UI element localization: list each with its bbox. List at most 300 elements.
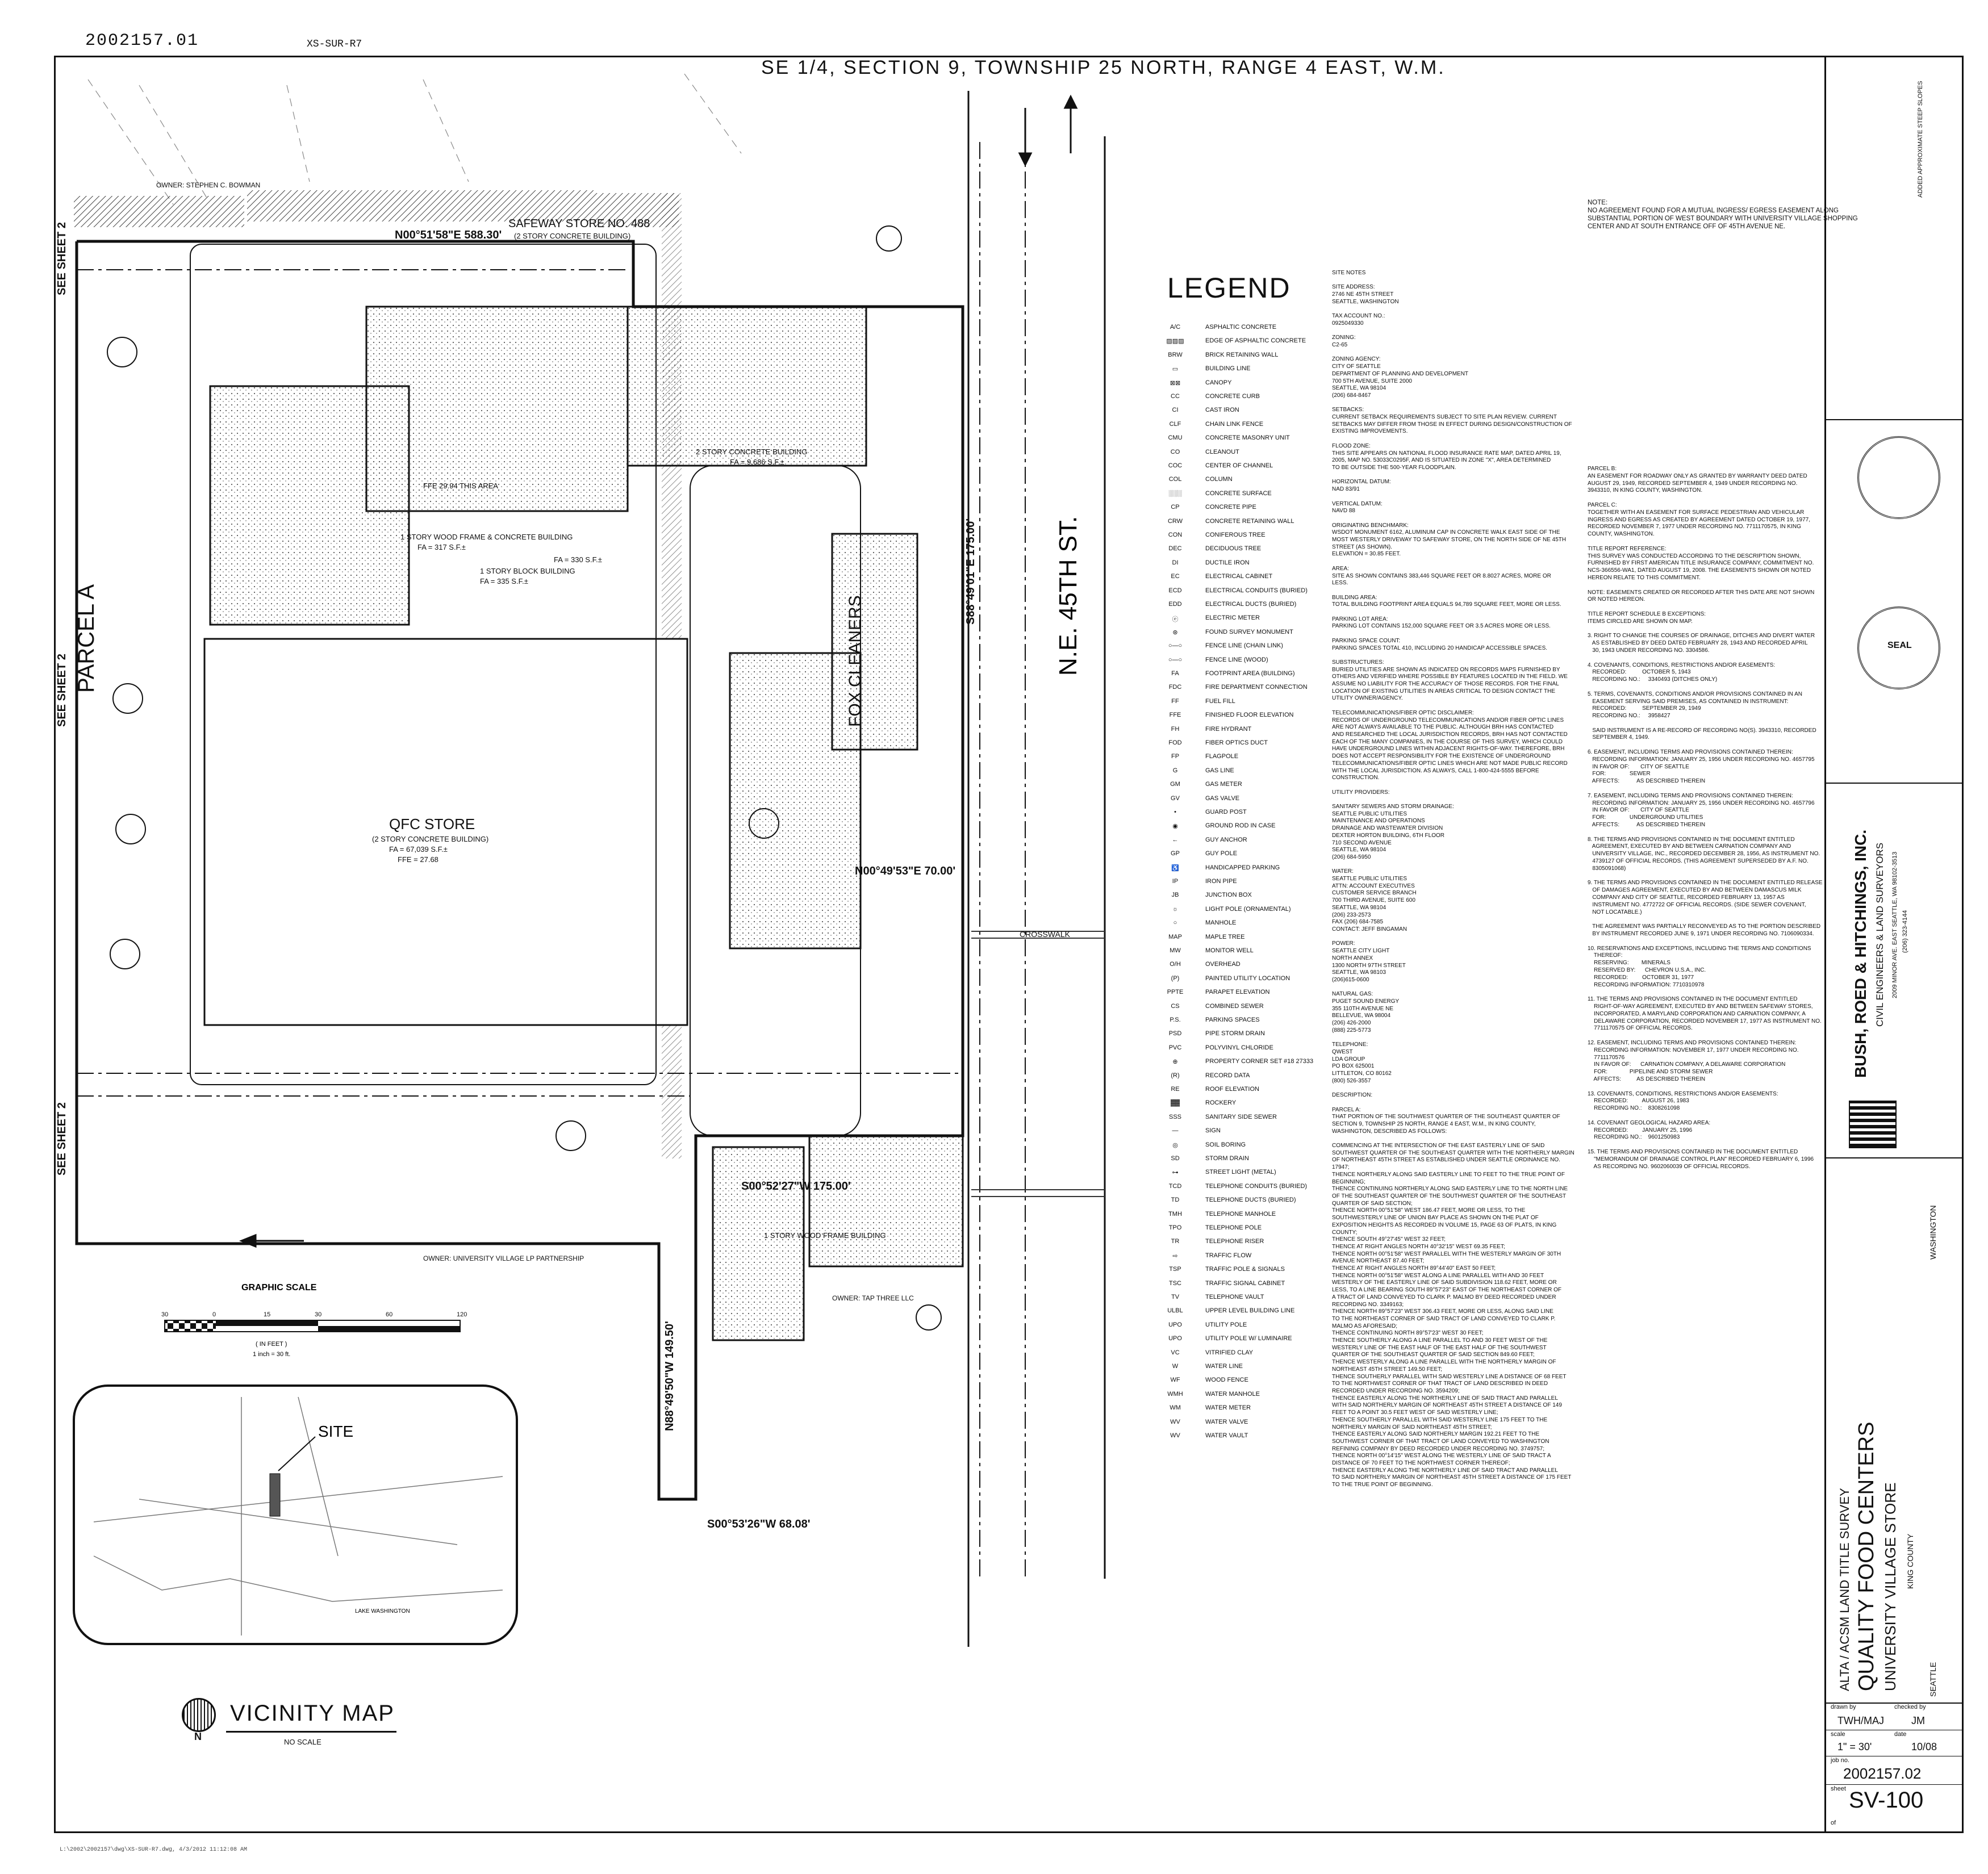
scale-one-inch: 1 inch = 30 ft. <box>253 1351 291 1358</box>
legend-symbol: CON <box>1168 532 1183 538</box>
legend-item <box>1153 975 1335 988</box>
legend-symbol: ○ <box>1173 919 1177 927</box>
legend-item <box>1153 698 1335 711</box>
legend-item <box>1153 614 1335 628</box>
legend-item <box>1153 684 1335 697</box>
scale-tick-label: 0 <box>212 1311 216 1318</box>
vicinity-lake-label: LAKE WASHINGTON <box>355 1608 410 1614</box>
legend-symbol: TV <box>1171 1294 1180 1300</box>
legend-label: ROCKERY <box>1205 1099 1237 1107</box>
north-label: N <box>194 1731 202 1742</box>
legend-symbol: GV <box>1171 794 1180 802</box>
one-story-wood-fa: FA = 317 S.F.± <box>417 543 466 551</box>
vicinity-map <box>74 1386 517 1644</box>
legend-symbol: TSC <box>1169 1279 1181 1287</box>
fa-330: FA = 330 S.F.± <box>554 555 602 564</box>
legend-symbol: PPTE <box>1167 989 1184 996</box>
file-path-footer: L:\2002\2002157\dwg\XS-SUR-R7.dwg, 4/3/2012 11:12:08 AM <box>60 1847 248 1853</box>
legend-item <box>1153 1321 1335 1335</box>
legend-item <box>1153 1099 1335 1112</box>
legend-symbol: FF <box>1171 697 1179 705</box>
legend-item <box>1153 1114 1335 1127</box>
legend-label: CLEANOUT <box>1205 448 1239 455</box>
legend-symbol: ▓▓ <box>1170 1099 1180 1107</box>
legend-item <box>1153 1224 1335 1237</box>
legend-symbol: ○—○ <box>1168 642 1183 650</box>
firm-subtitle: CIVIL ENGINEERS & LAND SURVEYORS <box>1874 842 1885 1027</box>
drawn-by-label: drawn by <box>1831 1704 1856 1710</box>
legend-label: MAPLE TREE <box>1205 933 1245 940</box>
legend-symbol: CC <box>1171 393 1180 400</box>
legend-item <box>1153 1280 1335 1293</box>
legend-symbol: FDC <box>1168 684 1182 691</box>
legend-item <box>1153 961 1335 974</box>
legend-item <box>1153 1377 1335 1390</box>
legend-item <box>1153 1404 1335 1417</box>
legend-label: GUARD POST <box>1205 809 1247 815</box>
safeway-sub: (2 STORY CONCRETE BUILDING) <box>514 232 631 240</box>
firm-address: 2009 MINOR AVE. EAST SEATTLE, WA 98102-3513 <box>1891 851 1898 998</box>
legend-symbol: ECD <box>1168 587 1182 594</box>
drawn-by-value: TWH/MAJ <box>1837 1715 1884 1726</box>
legend-item <box>1153 559 1335 572</box>
firm-box <box>1826 783 1964 1158</box>
legend-item <box>1153 822 1335 835</box>
legend-symbol: ⊶ <box>1172 1169 1179 1177</box>
vicinity-no-scale: NO SCALE <box>284 1738 321 1746</box>
legend-label: UTILITY POLE <box>1205 1321 1247 1328</box>
legend-symbol: TCD <box>1168 1182 1182 1190</box>
legend-symbol: TR <box>1171 1238 1180 1245</box>
date-label: date <box>1894 1731 1907 1738</box>
legend-symbol: — <box>1172 1127 1179 1135</box>
legend-label: PIPE STORM DRAIN <box>1205 1030 1265 1038</box>
legend-symbol: (R) <box>1171 1072 1180 1079</box>
legend-symbol: WV <box>1170 1432 1180 1439</box>
legend-label: FIRE DEPARTMENT CONNECTION <box>1205 684 1308 691</box>
legend-symbol: A/C <box>1170 324 1181 331</box>
legend-symbol: CI <box>1172 407 1179 414</box>
seal-box <box>1826 419 1964 784</box>
legend-item <box>1153 337 1335 350</box>
legend-label: RECORD DATA <box>1205 1072 1250 1079</box>
project-type: ALTA / ACSM LAND TITLE SURVEY <box>1837 1488 1852 1691</box>
legend-item <box>1153 1335 1335 1348</box>
bearing-south-line: S00°52'27"W 175.00' <box>741 1180 851 1193</box>
legend-item <box>1153 1017 1335 1030</box>
legend-item <box>1153 1238 1335 1251</box>
legend-symbol: ◉ <box>1172 823 1178 830</box>
legend-label: CONCRETE MASONRY UNIT <box>1205 434 1290 442</box>
site-plan <box>56 68 1139 1647</box>
legend-label: FUEL FILL <box>1205 697 1235 705</box>
graphic-scale-ticks <box>161 1311 467 1318</box>
legend-symbol: WF <box>1170 1377 1180 1384</box>
vicinity-site-label: SITE <box>318 1423 354 1440</box>
legend-symbol: ⊛ <box>1172 629 1178 636</box>
legend-item <box>1153 1307 1335 1320</box>
legend-label: FLAGPOLE <box>1205 753 1239 760</box>
legend-label: TRAFFIC SIGNAL CABINET <box>1205 1279 1285 1287</box>
legend-label: ROOF ELEVATION <box>1205 1086 1259 1093</box>
north-arrow-icon <box>182 1698 216 1732</box>
title-notes-column: PARCEL B: AN EASEMENT FOR ROADWAY ONLY AS GRANTED BY WARRANTY DEED DATED AUGUST 29, 1949, RECORDED SEPTEMBER 4, 1949 UNDER RECORDING NO. 3943310, IN KING COUNTY, WASHINGTON. PARCEL C: TOGETHER WITH AN EASEMENT FOR SURFACE PEDESTRIAN AND VEHICULAR INGRESS AND EGRESS AS CREATED BY AGREEMENT DATED OCTOBER 19, 1977, RECORDED NOVEMBER 7, 1977 UNDER RECORDING NO. 7711170575, IN KING COUNTY, WASHINGTON. TITLE REPORT REFERENCE: THIS SURVEY WAS CONDUCTED ACCORDING TO THE DESCRIPTION SHOWN, FURNISHED BY FIRST AMERICAN TITLE INSURANCE COMPANY, COMMITMENT NO. NCS-366556-WA1, DATED AUGUST 19, 2008. THE EASEMENTS SHOWN OR NOTED HEREON RELATE TO THIS COMMITMENT. NOTE: EASEMENTS CREATED OR RECORDED AFTER THIS DATE ARE NOT SHOWN OR NOTED HEREON. TITLE REPORT SCHEDULE B EXCEPTIONS: ITEMS CIRCLED ARE SHOWN ON MAP. 3. RIGHT TO CHANGE THE COURSES OF DRAINAGE, DITCHES AND DIVERT WATER AS ESTABLISHED BY DEED DATED FEBRUARY 28, 1943 AND RECORDED APRIL 30, 1943 UNDER RECORDING NO. 3304586. 4. COVENANTS, CONDITIONS, RESTRICTIONS AND/OR EASEMENTS: RECORDED: OCTOBER 5, 1943 RECORDING NO.: 3340493 (DITCHES ONLY) 5. TERMS, COVENANTS, CONDITIONS AND/OR PROVISIONS CONTAINED IN AN EASEMENT SERVING SAID PREMISES, AS CONTAINED IN INSTRUMENT: RECORDED: SEPTEMBER 29, 1949 RECORDING NO.: 3958427 SAID INSTRUMENT IS A RE-RECORD OF RECORDING NO(S). 3943310, RECORDED SEPTEMBER 4, 1949. 6. EASEMENT, INCLUDING TERMS AND PROVISIONS CONTAINED THEREIN: RECORDING INFORMATION: JANUARY 25, 1956 UNDER RECORDING NO. 4657795 IN FAVOR OF: CITY OF SEATTLE FOR: SEWER AFFECTS: AS DESCRIBED THEREIN 7. EASEMENT, INCLUDING TERMS AND PROVISIONS CONTAINED THEREIN: RECORDING INFORMATION: JANUARY 25, 1956 UNDER RECORDING NO. 4657796 IN FAVOR OF: CITY OF SEATTLE FOR: UNDERGROUND UTILITIES AFFECTS: AS DESCRIBED THEREIN 8. THE TERMS AND PROVISIONS CONTAINED IN THE DOCUMENT ENTITLED AGREEMENT, EXECUTED BY AND BETWEEN CARNATION COMPANY AND UNIVERSITY VILLAGE, INC., RECORDED DECEMBER 28, 1956, AS INSTRUMENT NO. 4739127 OF OFFICIAL RECORDS. (THIS AGREEMENT SUPERSEDED BY A.F. NO. 8305091068) 9. THE TERMS AND PROVISIONS CONTAINED IN THE DOCUMENT ENTITLED RELEASE OF DAMAGES AGREEMENT, EXECUTED BY AND BETWEEN DAMASCUS MILK COMPANY AND CITY OF SEATTLE, RECORDED FEBRUARY 13, 1957 AS INSTRUMENT NO. 4772722 OF OFFICIAL RECORDS. (SIDE SEWER COVENANT, NOT LOCATABLE.) THE AGREEMENT WAS PARTIALLY RECONVEYED AS TO THE PORTION DESCRIBED BY INSTRUMENT RECORDED JUNE 9, 1971 UNDER RECORDING NO. 7106090334. 10. RESERVATIONS AND EXCEPTIONS, INCLUDING THE TERMS AND CONDITIONS THEREOF: RESERVING: MINERALS RESERVED BY: CHEVRON U.S.A., INC. RECORDED: OCTOBER 31, 1977 RECORDING INFORMATION: 7710310978 11. THE TERMS AND PROVISIONS CONTAINED IN THE DOCUMENT ENTITLED RIGHT-OF-WAY AGREEMENT, EXECUTED BY AND BETWEEN SAFEWAY STORES, INCORPORATED, A MARYLAND CORPORATION AND CARNATION COMPANY, A DELAWARE CORPORATION, RECORDED NOVEMBER 17, 1977 AS INSTRUMENT NO. 7711170575 OF OFFICIAL RECORDS. 12. EASEMENT, INCLUDING TERMS AND PROVISIONS CONTAINED THEREIN: RECORDING INFORMATION: NOVEMBER 17, 1977 UNDER RECORDING NO. 7711170576 IN FAVOR OF: CARNATION COMPANY, A DELAWARE CORPORATION FOR: PIPELINE AND STORM SEWER AFFECTS: AS DESCRIBED THEREIN 13. COVENANTS, CONDITIONS, RESTRICTIONS AND/OR EASEMENTS: RECORDED: AUGUST 26, 1983 RECORDING NO.: 8308261098 14. COVENANT GEOLOGICAL HAZARD AREA: RECORDED: JANUARY 25, 1996 RECORDING NO.: 9601250983 15. THE TERMS AND PROVISIONS CONTAINED IN THE DOCUMENT ENTITLED "MEMORANDUM OF DRAINAGE CONTROL PLAN" RECORDED FEBRUARY 6, 1996 AS RECORDING NO. 9602060039 OF OFFICIAL RECORDS. <box>1588 466 1823 1170</box>
legend-symbol: FFE <box>1169 712 1181 719</box>
firm-name: BUSH, ROED & HITCHINGS, INC. <box>1852 829 1869 1078</box>
legend-label: ELECTRICAL CABINET <box>1205 573 1273 580</box>
legend-item <box>1153 1086 1335 1099</box>
legend-label: ASPHALTIC CONCRETE <box>1205 324 1277 331</box>
legend-label: GROUND ROD IN CASE <box>1205 822 1276 830</box>
legend-symbol: IP <box>1172 878 1179 885</box>
qfc-store-fa: FA = 67,039 S.F.± <box>389 845 448 854</box>
legend-symbol: ▭ <box>1172 366 1179 373</box>
legend-symbol: CO <box>1170 448 1180 455</box>
legend-label: TELEPHONE RISER <box>1205 1238 1264 1245</box>
legend-symbol: O/H <box>1170 961 1181 968</box>
legend-item <box>1153 864 1335 877</box>
legend-symbol: CLF <box>1169 420 1181 428</box>
legend-symbol: UPO <box>1168 1335 1182 1342</box>
legend-label: STORM DRAIN <box>1205 1155 1249 1162</box>
legend-item <box>1153 1197 1335 1210</box>
legend-label: ELECTRIC METER <box>1205 614 1260 622</box>
legend-symbol: UPO <box>1168 1321 1182 1328</box>
legend-item <box>1153 1266 1335 1279</box>
legend-item <box>1153 726 1335 739</box>
legend-label: WATER MANHOLE <box>1205 1390 1260 1398</box>
legend-item <box>1153 712 1335 725</box>
legend-label: COLUMN <box>1205 476 1233 483</box>
legend-title: LEGEND <box>1167 272 1291 304</box>
street-edges <box>968 91 1105 1647</box>
checked-by-label: checked by <box>1894 1704 1926 1710</box>
legend-item <box>1153 407 1335 420</box>
project-name: UNIVERSITY VILLAGE STORE <box>1882 1482 1899 1691</box>
one-story-block-fa: FA = 335 S.F.± <box>480 577 528 585</box>
two-story-fa: FA = 9,686 S.F.± <box>730 458 784 466</box>
legend-symbol: JB <box>1171 892 1179 899</box>
legend-item <box>1153 989 1335 1002</box>
legend-symbol: CMU <box>1168 434 1183 442</box>
legend-item <box>1153 545 1335 558</box>
legend-label: CHAIN LINK FENCE <box>1205 420 1264 428</box>
legend-label: PAINTED UTILITY LOCATION <box>1205 974 1290 982</box>
vicinity-map-title: VICINITY MAP <box>230 1701 395 1726</box>
graphic-scale-bar <box>165 1320 460 1332</box>
legend-label: PARAPET ELEVATION <box>1205 989 1270 996</box>
legend-label: TRAFFIC FLOW <box>1205 1252 1252 1259</box>
legend-item <box>1153 434 1335 447</box>
legend-label: CONCRETE SURFACE <box>1205 490 1272 497</box>
legend-label: GUY ANCHOR <box>1205 836 1247 843</box>
legend-label: TRAFFIC POLE & SIGNALS <box>1205 1266 1285 1273</box>
legend-label: FENCE LINE (WOOD) <box>1205 656 1268 663</box>
legend-label: TELEPHONE POLE <box>1205 1224 1262 1231</box>
legend-symbol: VC <box>1171 1349 1180 1356</box>
legend-label: SIGN <box>1205 1127 1221 1135</box>
legend-label: CONCRETE CURB <box>1205 393 1260 400</box>
legend-label: BRICK RETAINING WALL <box>1205 351 1279 358</box>
legend-symbol: TD <box>1171 1197 1180 1204</box>
legend-symbol: EDD <box>1168 601 1182 608</box>
seal-label: SEAL <box>1887 641 1912 650</box>
legend-label: MONITOR WELL <box>1205 947 1254 954</box>
legend-item <box>1153 892 1335 905</box>
legend-label: TELEPHONE MANHOLE <box>1205 1210 1276 1218</box>
engineer-seal-icon <box>1857 436 1940 519</box>
owner-tap-three: OWNER: TAP THREE LLC <box>832 1294 914 1302</box>
drawing-info-box <box>1826 1703 1964 1833</box>
legend-item <box>1153 421 1335 434</box>
scale-value: 1" = 30' <box>1837 1741 1872 1752</box>
see-sheet-2-top: SEE SHEET 2 <box>56 222 68 295</box>
legend-symbol: BRW <box>1168 351 1183 358</box>
legend-symbol: ▨▨▨ <box>1166 338 1184 345</box>
legend-label: CANOPY <box>1205 379 1232 386</box>
legend-label: VITRIFIED CLAY <box>1205 1349 1254 1356</box>
legend-symbol: COC <box>1168 462 1183 469</box>
date-value: 10/08 <box>1911 1741 1937 1752</box>
legend-symbol: TSP <box>1169 1266 1181 1273</box>
section-title: SE 1/4, SECTION 9, TOWNSHIP 25 NORTH, RANGE 4 EAST, W.M. <box>761 57 1446 78</box>
legend-symbol: FH <box>1171 725 1180 733</box>
legend-label: PROPERTY CORNER SET #18 27333 <box>1205 1058 1314 1065</box>
legend-item <box>1153 601 1335 614</box>
legend-symbol: CP <box>1171 504 1180 511</box>
legend-symbol: TMH <box>1168 1210 1182 1218</box>
legend-label: WATER LINE <box>1205 1363 1243 1370</box>
legend-label: FINISHED FLOOR ELEVATION <box>1205 712 1294 719</box>
legend-label: HANDICAPPED PARKING <box>1205 864 1280 871</box>
city-name: SEATTLE <box>1928 1662 1937 1697</box>
legend-symbol: G <box>1172 767 1178 774</box>
legend-item <box>1153 809 1335 822</box>
legend-item <box>1153 324 1335 337</box>
legend-symbol: SSS <box>1168 1113 1181 1120</box>
legend-label: GUY POLE <box>1205 850 1238 857</box>
client-name: QUALITY FOOD CENTERS <box>1855 1421 1878 1691</box>
legend-label: UPPER LEVEL BUILDING LINE <box>1205 1307 1295 1315</box>
legend-label: UTILITY POLE W/ LUMINAIRE <box>1205 1335 1292 1342</box>
ffe-2994: FFE 29.94 THIS AREA <box>423 482 498 490</box>
legend-symbol: TPO <box>1168 1224 1182 1231</box>
bearing-north-line: N00°51'58"E 588.30' <box>395 229 502 241</box>
legend-item <box>1153 449 1335 462</box>
legend-item <box>1153 1211 1335 1224</box>
legend-symbol: ⊕ <box>1172 1059 1178 1066</box>
legend-symbol: MW <box>1170 947 1181 954</box>
legend-item <box>1153 532 1335 545</box>
legend-symbol: COL <box>1168 476 1182 483</box>
legend-symbol: • <box>1174 809 1176 815</box>
legend-label: FIBER OPTICS DUCT <box>1205 739 1268 746</box>
legend-symbol: EC <box>1171 573 1180 580</box>
crosswalk-stripes <box>971 931 1105 1197</box>
bearing-short-north: N00°49'53"E 70.00' <box>855 865 956 877</box>
scale-tick-label: 30 <box>315 1311 322 1318</box>
legend-symbol: MAP <box>1168 933 1182 940</box>
scale-tick-label: 60 <box>386 1311 393 1318</box>
legend-symbol: ⇨ <box>1172 1252 1178 1260</box>
one-story-wood-label: 1 STORY WOOD FRAME & CONCRETE BUILDING <box>400 533 573 541</box>
legend-label: PARKING SPACES <box>1205 1017 1260 1023</box>
legend-symbol: DEC <box>1168 545 1182 553</box>
legend-label: FOOTPRINT AREA (BUILDING) <box>1205 670 1295 677</box>
firm-phone: (206) 323-4144 <box>1902 910 1908 953</box>
revision-note: ADDED APPROXIMATE STEEP SLOPES <box>1917 81 1924 198</box>
owner-bowman: OWNER: STEPHEN C. BOWMAN <box>156 181 261 189</box>
scale-tick-label: 30 <box>161 1311 169 1318</box>
legend-symbol: WV <box>1170 1418 1180 1425</box>
legend-item <box>1153 642 1335 655</box>
legend-item <box>1153 1072 1335 1085</box>
legend-item <box>1153 490 1335 503</box>
safeway-label: SAFEWAY STORE NO. 488 <box>508 217 650 230</box>
qfc-store-label: QFC STORE <box>389 815 475 833</box>
legend-item <box>1153 504 1335 517</box>
bearing-south-short: S00°53'26"W 68.08' <box>707 1518 811 1530</box>
legend-symbol: CS <box>1171 1002 1180 1010</box>
legend-symbol: FP <box>1171 753 1180 760</box>
legend-item <box>1153 1127 1335 1140</box>
legend-symbol: ULBL <box>1167 1307 1183 1315</box>
legend-symbol: GM <box>1170 781 1180 788</box>
legend-symbol: GP <box>1171 850 1180 857</box>
legend-item <box>1153 781 1335 794</box>
legend-item <box>1153 1294 1335 1307</box>
legend-symbol: P.S. <box>1170 1017 1181 1023</box>
legend-label: DECIDUOUS TREE <box>1205 545 1262 553</box>
sheet-of-label: of <box>1831 1819 1836 1826</box>
legend-item <box>1153 850 1335 863</box>
legend-label: WATER VALVE <box>1205 1418 1248 1425</box>
legend-item <box>1153 1058 1335 1071</box>
legend-item <box>1153 393 1335 406</box>
legend-item <box>1153 1141 1335 1154</box>
legend-symbol: ░░░ <box>1168 490 1182 497</box>
legend-item <box>1153 352 1335 365</box>
legend-label: COMBINED SEWER <box>1205 1002 1264 1010</box>
legend-item <box>1153 629 1335 642</box>
legend-item <box>1153 934 1335 947</box>
parcel-a-label: PARCEL A <box>74 584 99 693</box>
legend-item <box>1153 365 1335 378</box>
legend-label: FOUND SURVEY MONUMENT <box>1205 628 1293 635</box>
fox-cleaners-label: FOX CLEANERS <box>846 595 864 727</box>
legend-item <box>1153 795 1335 808</box>
sheet-number: SV-100 <box>1849 1788 1924 1813</box>
legend-symbol: PVC <box>1168 1044 1182 1051</box>
state-name: WASHINGTON <box>1928 1205 1937 1260</box>
legend-label: CONIFEROUS TREE <box>1205 532 1266 538</box>
legend-label: IRON PIPE <box>1205 878 1237 885</box>
qfc-store-ffe: FFE = 27.68 <box>398 855 438 864</box>
legend-item <box>1153 1363 1335 1376</box>
legend-label: WOOD FENCE <box>1205 1377 1248 1384</box>
legend-item <box>1153 1030 1335 1043</box>
legend-label: CENTER OF CHANNEL <box>1205 462 1273 469</box>
legend-item <box>1153 462 1335 475</box>
legend-label: BUILDING LINE <box>1205 365 1251 373</box>
legend-symbol: FOD <box>1168 739 1182 746</box>
legend-item <box>1153 670 1335 683</box>
legend-item <box>1153 1419 1335 1432</box>
see-sheet-2-bottom: SEE SHEET 2 <box>56 1102 68 1176</box>
site-notes-column: SITE NOTES SITE ADDRESS: 2746 NE 45TH STREET SEATTLE, WASHINGTON TAX ACCOUNT NO.: 0925049330 ZONING: C2-65 ZONING AGENCY: CITY OF SEATTLE DEPARTMENT OF PLANNING AND DEVELOPMENT 700 5TH AVENUE, SUITE 2000 SEATTLE, WA 98104 (206) 684-8467 SETBACKS: CURRENT SETBACK REQUIREMENTS SUBJECT TO SITE PLAN REVIEW. CURRENT SETBACKS MAY DIFFER FROM THOSE IN EFFECT DURING DESIGN/CONSTRUCTION OF EXISTING IMPROVEMENTS. FLOOD ZONE: THIS SITE APPEARS ON NATIONAL FLOOD INSURANCE RATE MAP, DATED APRIL 19, 2005, MAP NO. 53033C0295F, AND IS SITUATED IN ZONE "X", AREA DETERMINED TO BE OUTSIDE THE 500-YEAR FLOODPLAIN. HORIZONTAL DATUM: NAD 83/91 VERTICAL DATUM: NAVD 88 ORIGINATING BENCHMARK: WSDOT MONUMENT 6162, ALUMINUM CAP IN CONCRETE WALK EAST SIDE OF THE MOST WESTERLY DRIVEWAY TO SAFEWAY STORE, ON THE NORTH SIDE OF NE 45TH STREET (AS SHOWN). ELEVATION = 30.85 FEET. AREA: SITE AS SHOWN CONTAINS 383,446 SQUARE FEET OR 8.8027 ACRES, MORE OR LESS. BUILDING AREA: TOTAL BUILDING FOOTPRINT AREA EQUALS 94,789 SQUARE FEET, MORE OR LESS. PARKING LOT AREA: PARKING LOT CONTAINS 152,000 SQUARE FEET OR 3.5 ACRES MORE OR LESS. PARKING SPACE COUNT: PARKING SPACES TOTAL 410, INCLUDING 20 HANDICAP ACCESSIBLE SPACES. SUBSTRUCTURES: BURIED UTILITIES ARE SHOWN AS INDICATED ON RECORDS MAPS FURNISHED BY OTHERS AND VERIFIED WHERE POSSIBLE BY FEATURES LOCATED IN THE FIELD. WE ASSUME NO LIABILITY FOR THE ACCURACY OF THOSE RECORDS. FOR THE FINAL LOCATION OF EXISTING UTILITIES IN AREAS CRITICAL TO DESIGN CONTACT THE UTILITY OWNER/AGENCY. TELECOMMUNICATIONS/FIBER OPTIC DISCLAIMER: RECORDS OF UNDERGROUND TELECOMMUNICATIONS AND/OR FIBER OPTIC LINES ARE NOT ALWAYS AVAILABLE TO THE PUBLIC. ALTHOUGH BRH HAS CONTACTED AND RESEARCHED THE LOCAL JURISDICTION RECORDS, BRH HAS NOT CONTACTED EACH OF THE MANY COMPANIES, IN THE COURSE OF THIS SURVEY, WHICH COULD HAVE UNDERGROUND LINES WITHIN ADJACENT RIGHTS-OF-WAY. THEREFORE, BRH DOES NOT ACCEPT RESPONSIBILITY FOR THE EXISTENCE OF UNDERGROUND TELECOMMUNICATIONS/FIBER OPTIC LINES WHICH ARE NOT MADE PUBLIC RECORD WITH THE LOCAL JURISDICTION. AS ALWAYS, CALL 1-800-424-5555 BEFORE CONSTRUCTION. UTILITY PROVIDERS: SANITARY SEWERS AND STORM DRAINAGE: SEATTLE PUBLIC UTILITIES MAINTENANCE AND OPERATIONS DRAINAGE AND WASTEWATER DIVISION DEXTER HORTON BUILDING, 6TH FLOOR 710 SECOND AVENUE SEATTLE, WA 98104 (206) 684-5950 WATER: SEATTLE PUBLIC UTILITIES ATTN: ACCOUNT EXECUTIVES CUSTOMER SERVICE BRANCH 700 THIRD AVENUE, SUITE 600 SEATTLE, WA 98104 (206) 233-2573 FAX (206) 684-7585 CONTACT: JEFF BINGAMAN POWER: SEATTLE CITY LIGHT NORTH ANNEX 1300 NORTH 97TH STREET SEATTLE, WA 98103 (206)615-0600 NATURAL GAS: PUGET SOUND ENERGY 355 110TH AVENUE NE BELLEVUE, WA 98004 (206) 426-2000 (888) 225-5773 TELEPHONE: QWEST LDA GROUP PO BOX 625001 LITTLETON, CO 80162 (800) 526-3557 DESCRIPTION: PARCEL A: THAT PORTION OF THE SOUTHWEST QUARTER OF THE SOUTHEAST QUARTER OF SECTION 9, TOWNSHIP 25 NORTH, RANGE 4 EAST, W.M., IN KING COUNTY, WASHINGTON, DESCRIBED AS FOLLOWS: COMMENCING AT THE INTERSECTION OF THE EAST EASTERLY LINE OF SAID SOUTHWEST QUARTER OF THE SOUTHEAST QUARTER WITH THE NORTHERLY MARGIN OF NORTHEAST 45TH STREET AS ESTABLISHED UNDER SEATTLE ORDINANCE NO. 17947; THENCE NORTHERLY ALONG SAID EASTERLY LINE TO FEET TO THE TRUE POINT OF BEGINNING; THENCE CONTINUING NORTHERLY ALONG SAID EASTERLY LINE TO THE NORTH LINE OF THE SOUTHEAST QUARTER OF THE SOUTHWEST QUARTER OF THE SOUTHEAST QUARTER OF SAID SECTION; THENCE NORTH 00°51'58" WEST 186.47 FEET, MORE OR LESS, TO THE SOUTHWESTERLY LINE OF UNION BAY PLACE AS SHOWN ON THE PLAT OF EXPOSITION HEIGHTS AS RECORDED IN VOLUME 15, PAGE 63 OF PLATS, IN KING COUNTY; THENCE SOUTH 49°27'45" WEST 32 FEET; THENCE AT RIGHT ANGLES NORTH 40°32'15" WEST 69.35 FEET; THENCE NORTH 00°51'58" WEST PARALLEL WITH THE WESTERLY MARGIN OF 30TH AVENUE NORTHEAST 87.40 FEET; THENCE AT RIGHT ANGLES NORTH 89°44'40" EAST 50 FEET; THENCE NORTH 00°51'58" WEST ALONG A LINE PARALLEL WITH AND 30 FEET WESTERLY OF THE EASTERLY LINE OF SAID SUBDIVISION 118.62 FEET, MORE OR LESS, TO A LINE BEARING SOUTH 89°57'23" EAST OF THE NORTHEAST CORNER OF A TRACT OF LAND CONVEYED TO CLARK P. MALMO BY DEED RECORDED UNDER RECORDING NO. 3349163; THENCE NORTH 89°57'23" WEST 306.43 FEET, MORE OR LESS, ALONG SAID LINE TO THE NORTHEAST CORNER OF SAID TRACT OF LAND CONVEYED TO CLARK P. MALMO AS AFORESAID; THENCE CONTINUING NORTH 89°57'23" WEST 30 FEET; THENCE SOUTHERLY ALONG A LINE PARALLEL TO AND 30 FEET WEST OF THE WESTERLY LINE OF THE EAST HALF OF THE EAST HALF OF THE SOUTHWEST QUARTER OF THE SOUTHEAST QUARTER OF SAID SECTION 849.60 FEET; THENCE WESTERLY ALONG A LINE PARALLEL WITH THE NORTHERLY MARGIN OF NORTHEAST 45TH STREET 149.50 FEET; THENCE SOUTHERLY PARALLEL WITH SAID WESTERLY LINE A DISTANCE OF 68 FEET TO THE NORTHWEST CORNER OF THAT TRACT OF LAND DESCRIBED IN DEED RECORDED UNDER RECORDING NO. 3594209; THENCE EASTERLY ALONG THE NORTHERLY LINE OF SAID TRACT AND PARALLEL WITH SAID NORTHERLY MARGIN OF NORTHEAST 45TH STREET A DISTANCE OF 149 FEET TO A POINT 30.5 FEET WEST OF SAID WESTERLY LINE; THENCE SOUTHERLY PARALLEL WITH SAID WESTERLY LINE 175 FEET TO THE NORTHERLY MARGIN OF SAID NORTHEAST 45TH STREET; THENCE EASTERLY ALONG SAID NORTHERLY MARGIN 192.21 FEET TO THE SOUTHWEST CORNER OF THAT TRACT OF LAND CONVEYED TO WASHINGTON REFINING COMPANY BY DEED RECORDED UNDER RECORDING NO. 3749757; THENCE NORTH 00°14'15" WEST ALONG THE WESTERLY LINE OF SAID TRACT A DISTANCE OF 70 FEET TO THE NORTHWEST CORNER THEREOF; THENCE EASTERLY ALONG THE NORTHERLY LINE OF SAID TRACT AND PARALLEL TO SAID NORTHERLY MARGIN OF NORTHEAST 45TH STREET A DISTANCE OF 175 FEET TO THE TRUE POINT OF BEGINNING. <box>1332 270 1574 1488</box>
owner-university-village: OWNER: UNIVERSITY VILLAGE LP PARTNERSHIP <box>423 1254 584 1262</box>
scale-label: scale <box>1831 1731 1845 1738</box>
legend-item <box>1153 739 1335 752</box>
legend-label: FIRE HYDRANT <box>1205 725 1252 733</box>
legend-symbol: SD <box>1171 1155 1180 1162</box>
legend-label: JUNCTION BOX <box>1205 892 1252 899</box>
legend-symbol: WM <box>1170 1404 1181 1412</box>
legend-label: MANHOLE <box>1205 919 1237 927</box>
legend-label: ELECTRICAL DUCTS (BURIED) <box>1205 601 1297 608</box>
sheet-label: sheet <box>1831 1785 1846 1792</box>
bearing-west-line: N88°49'50"W 149.50' <box>663 1321 676 1431</box>
legend-symbol: ○—○ <box>1168 656 1183 663</box>
legend-item <box>1153 1432 1335 1445</box>
legend-label: CONCRETE RETAINING WALL <box>1205 517 1294 525</box>
job-no-value: 2002157.02 <box>1843 1765 1922 1782</box>
legend-label: ELECTRICAL CONDUITS (BURIED) <box>1205 587 1308 594</box>
checked-by-value: JM <box>1911 1715 1925 1726</box>
legend-symbol: WMH <box>1167 1390 1183 1398</box>
legend-item <box>1153 1252 1335 1265</box>
legend-item <box>1153 656 1335 670</box>
legend-label: EDGE OF ASPHALTIC CONCRETE <box>1205 337 1306 345</box>
two-story-label: 2 STORY CONCRETE BUILDING <box>696 447 808 456</box>
legend-item <box>1153 518 1335 531</box>
legend-label: WATER METER <box>1205 1404 1251 1412</box>
revision-box <box>1826 56 1964 420</box>
legend-item <box>1153 1391 1335 1404</box>
legend-symbol: W <box>1172 1363 1179 1370</box>
legend-symbol: ⓔ <box>1172 616 1179 624</box>
scale-tick-label: 120 <box>457 1311 467 1318</box>
legend-label: GAS METER <box>1205 781 1242 788</box>
legend-symbol: FA <box>1171 670 1179 677</box>
legend-item <box>1153 947 1335 960</box>
legend-label: STREET LIGHT (METAL) <box>1205 1169 1276 1176</box>
legend-item <box>1153 836 1335 850</box>
legend-label: TELEPHONE DUCTS (BURIED) <box>1205 1197 1296 1204</box>
legend-label: POLYVINYL CHLORIDE <box>1205 1044 1273 1051</box>
legend-label: TELEPHONE VAULT <box>1205 1294 1264 1300</box>
legend-symbol: ♿ <box>1171 864 1179 872</box>
legend-item <box>1153 1183 1335 1196</box>
qfc-store-sub: (2 STORY CONCRETE BUILDING) <box>372 835 489 843</box>
street-name: N.E. 45TH ST. <box>1054 516 1082 676</box>
legend-label: LIGHT POLE (ORNAMENTAL) <box>1205 905 1291 913</box>
legend-item <box>1153 1349 1335 1362</box>
scale-tick-label: 15 <box>264 1311 271 1318</box>
legend-symbol: ← <box>1172 836 1179 843</box>
bearing-east-line: S88°49'01"E 175.00' <box>964 518 977 625</box>
legend-item <box>1153 1155 1335 1168</box>
crosswalk-label: CROSSWALK <box>1020 930 1070 939</box>
vicinity-title-underline <box>226 1731 396 1733</box>
one-story-wood-building: 1 STORY WOOD FRAME BUILDING <box>764 1231 886 1240</box>
legend-label: CAST IRON <box>1205 407 1239 414</box>
legend-item <box>1153 476 1335 489</box>
note-ingress-egress: NOTE: NO AGREEMENT FOUND FOR A MUTUAL INGRESS/ EGRESS EASEMENT ALONG SUBSTANTIAL PORTION OF WEST BOUNDARY WITH UNIVERSITY VILLAGE SHOPPING CENTER AND AT SOUTH ENTRANCE OFF OF 45TH AVENUE NE. <box>1588 199 1858 230</box>
legend-item <box>1153 573 1335 586</box>
county-name: KING COUNTY <box>1906 1533 1915 1589</box>
legend-item <box>1153 878 1335 891</box>
